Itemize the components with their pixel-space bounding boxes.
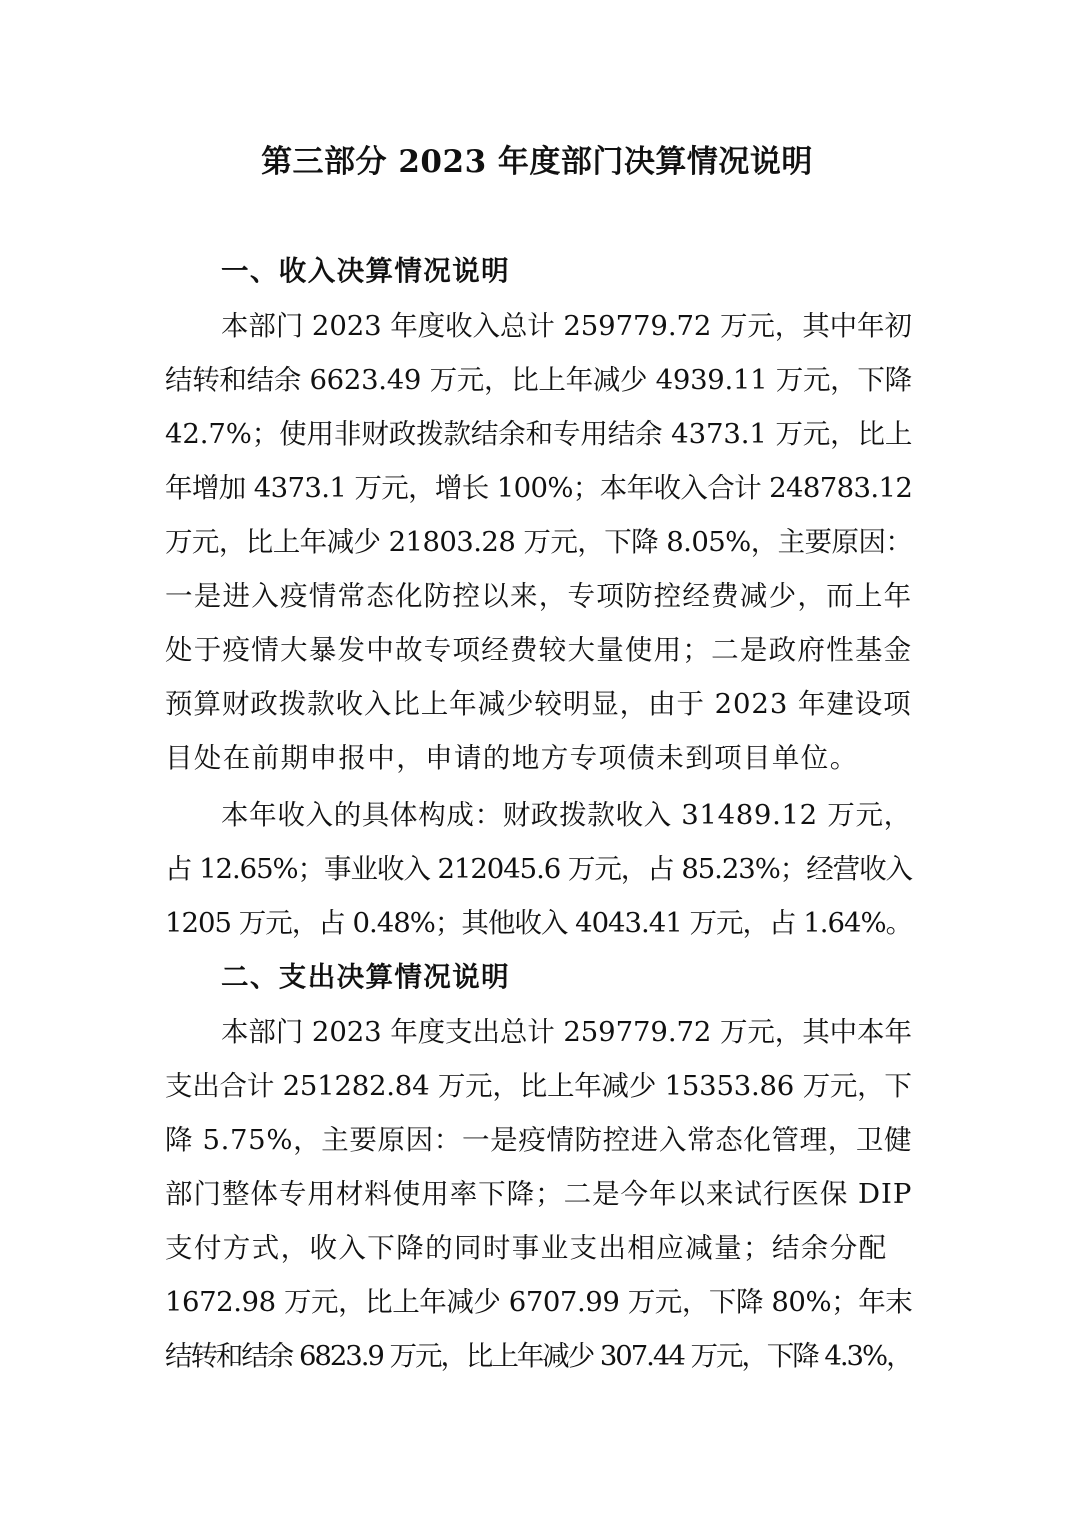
paragraph-line: 占 12.65%；事业收入 212045.6 万元，占 85.23%；经营收入 bbox=[165, 853, 912, 885]
paragraph-line: 结转和结余 6623.49 万元，比上年减少 4939.11 万元，下降 bbox=[165, 364, 912, 396]
paragraph-line: 结转和结余 6823.9 万元，比上年减少 307.44 万元，下降 4.3%， bbox=[165, 1340, 912, 1372]
page-title: 第三部分 2023 年度部门决算情况说明 bbox=[261, 144, 813, 180]
paragraph-line: 本部门 2023 年度支出总计 259779.72 万元，其中本年 bbox=[221, 1016, 912, 1048]
section-heading-income: 一、收入决算情况说明 bbox=[221, 255, 510, 287]
paragraph-line: 本年收入的具体构成：财政拨款收入 31489.12 万元， bbox=[221, 799, 912, 831]
paragraph-line: 1672.98 万元，比上年减少 6707.99 万元，下降 80%；年末 bbox=[165, 1286, 913, 1318]
paragraph-line: 处于疫情大暴发中故专项经费较大量使用；二是政府性基金 bbox=[165, 634, 913, 666]
paragraph-line: 目处在前期申报中，申请的地方专项债未到项目单位。 bbox=[165, 742, 859, 774]
paragraph-line: 降 5.75%，主要原因：一是疫情防控进入常态化管理，卫健 bbox=[165, 1124, 913, 1156]
paragraph-line: 1205 万元，占 0.48%；其他收入 4043.41 万元，占 1.64%。 bbox=[165, 907, 913, 939]
paragraph-line: 支付方式，收入下降的同时事业支出相应减量；结余分配 bbox=[165, 1232, 888, 1264]
paragraph-line: 支出合计 251282.84 万元，比上年减少 15353.86 万元，下 bbox=[165, 1070, 912, 1102]
paragraph-line: 一是进入疫情常态化防控以来，专项防控经费减少，而上年 bbox=[165, 580, 913, 612]
paragraph-line: 预算财政拨款收入比上年减少较明显，由于 2023 年建设项 bbox=[165, 688, 912, 720]
section-heading-expenditure: 二、支出决算情况说明 bbox=[221, 961, 510, 993]
paragraph-line: 年增加 4373.1 万元，增长 100%；本年收入合计 248783.12 bbox=[165, 472, 913, 504]
paragraph-line: 万元，比上年减少 21803.28 万元，下降 8.05%，主要原因： bbox=[165, 526, 913, 558]
paragraph-line: 42.7%；使用非财政拨款结余和专用结余 4373.1 万元，比上 bbox=[165, 418, 913, 450]
paragraph-line: 本部门 2023 年度收入总计 259779.72 万元，其中年初 bbox=[221, 310, 912, 342]
paragraph-line: 部门整体专用材料使用率下降；二是今年以来试行医保 DIP bbox=[165, 1178, 913, 1210]
